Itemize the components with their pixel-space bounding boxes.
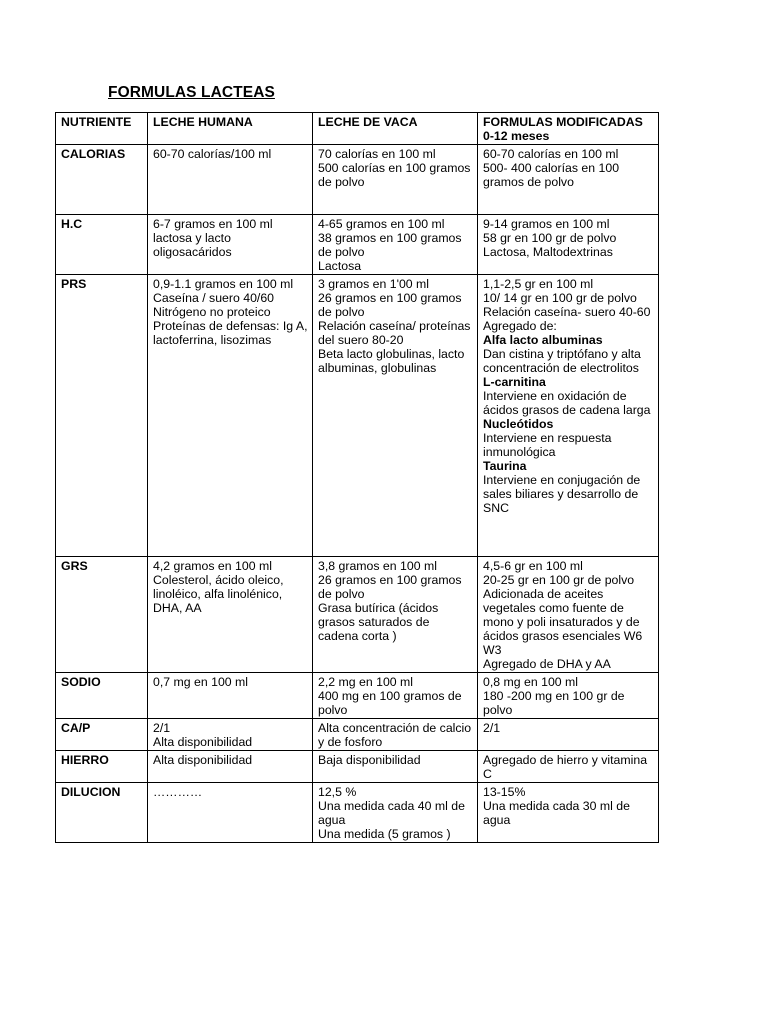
cell-text-line: Proteínas de defensas: Ig A, lactoferrina, lisozimas: [153, 319, 308, 347]
cell-text-line: Interviene en oxidación de ácidos grasos de cadena larga: [483, 389, 651, 417]
cell-text-line: 9-14 gramos en 100 ml: [483, 217, 610, 231]
cell-formulas-modificadas: [478, 719, 659, 751]
cell-text-line: Baja disponibilidad: [318, 753, 421, 767]
cell-text-line: 20-25 gr en 100 gr de polvo: [483, 573, 635, 587]
cell-text-line: Una medida (5 gramos ): [318, 827, 451, 841]
cell-text-line: L-carnitina: [483, 375, 546, 389]
cell-text-line: 38 gramos en 100 gramos de polvo: [318, 231, 462, 259]
cell-text-line: Beta lacto globulinas, lacto albuminas, globulinas: [318, 347, 465, 375]
cell-text-line: Nucleótidos: [483, 417, 554, 431]
cell-formulas-modificadas: [478, 751, 659, 783]
cell-formulas-modificadas: [478, 673, 659, 719]
cell-text-line: Agregado de DHA y AA: [483, 657, 611, 671]
cell-text-line: 26 gramos en 100 gramos de polvo: [318, 291, 462, 319]
cell-formulas-modificadas: [478, 783, 659, 843]
table-header-row: [56, 113, 659, 145]
header-formulas-modificadas: FORMULAS MODIFICADAS 0-12 meses: [478, 113, 659, 145]
cell-text-line: 500- 400 calorías en 100 gramos de polvo: [483, 161, 620, 189]
cell-text-line: Adicionada de aceites vegetales como fuente de mono y poli insaturados y de ácidos grasos esenciales W6 W3: [483, 587, 643, 657]
cell-formulas-modificadas: [478, 275, 659, 557]
cell-leche-de-vaca: [313, 783, 478, 843]
cell-text-line: Colesterol, ácido oleico, linoléico, alfa linolénico, DHA, AA: [153, 573, 284, 615]
row-label: CA/P: [56, 719, 148, 751]
cell-formulas-modificadas: [478, 145, 659, 215]
cell-leche-humana: [148, 783, 313, 843]
cell-text-line: 3 gramos en 1'00 ml: [318, 277, 430, 291]
cell-text-line: Dan cistina y triptófano y alta concentración de electrolitos: [483, 347, 641, 375]
cell-text-line: 26 gramos en 100 gramos de polvo: [318, 573, 462, 601]
row-label: HIERRO: [56, 751, 148, 783]
cell-text-line: 1,1-2,5 gr en 100 ml: [483, 277, 594, 291]
cell-text-line: 0,8 mg en 100 ml: [483, 675, 579, 689]
cell-text-line: 58 gr en 100 gr de polvo: [483, 231, 617, 245]
cell-text-line: 0,9-1.1 gramos en 100 ml: [153, 277, 294, 291]
cell-text-line: 6-7 gramos en 100 ml lactosa y lacto oligosacáridos: [153, 217, 273, 259]
cell-leche-humana: [148, 719, 313, 751]
cell-leche-humana: [148, 215, 313, 275]
cell-text-line: 12,5 %: [318, 785, 357, 799]
cell-text-line: 2/1: [483, 721, 501, 735]
cell-text-line: Relación caseína- suero 40-60: [483, 305, 651, 319]
cell-text-line: Alta disponibilidad: [153, 735, 253, 749]
header-leche-de-vaca: LECHE DE VACA: [313, 113, 478, 145]
cell-text-line: 4,2 gramos en 100 ml: [153, 559, 272, 573]
table-row: [56, 673, 659, 719]
cell-formulas-modificadas: [478, 215, 659, 275]
cell-text-line: Alta concentración de calcio y de fosforo: [318, 721, 472, 749]
table-row: [56, 719, 659, 751]
table-body: [56, 145, 659, 843]
cell-text-line: 180 -200 mg en 100 gr de polvo: [483, 689, 625, 717]
cell-text-line: 3,8 gramos en 100 ml: [318, 559, 437, 573]
table-row: [56, 557, 659, 673]
table-row: [56, 145, 659, 215]
cell-text-line: Nitrógeno no proteico: [153, 305, 271, 319]
cell-text-line: Agregado de:: [483, 319, 557, 333]
cell-leche-humana: [148, 275, 313, 557]
row-label: CALORIAS: [56, 145, 148, 215]
cell-leche-humana: [148, 751, 313, 783]
document-title: FORMULAS LACTEAS: [108, 84, 275, 101]
cell-text-line: Alfa lacto albuminas: [483, 333, 603, 347]
cell-text-line: 60-70 calorías en 100 ml: [483, 147, 619, 161]
cell-text-line: Lactosa, Maltodextrinas: [483, 245, 613, 259]
row-label: PRS: [56, 275, 148, 557]
table-row: [56, 751, 659, 783]
cell-text-line: Una medida cada 40 ml de agua: [318, 799, 465, 827]
cell-text-line: 13-15%: [483, 785, 526, 799]
cell-text-line: 400 mg en 100 gramos de polvo: [318, 689, 462, 717]
cell-text-line: Taurina: [483, 459, 527, 473]
cell-leche-de-vaca: [313, 145, 478, 215]
cell-text-line: Alta disponibilidad: [153, 753, 253, 767]
cell-text-line: Lactosa: [318, 259, 362, 273]
cell-leche-de-vaca: [313, 215, 478, 275]
table-row: [56, 215, 659, 275]
cell-text-line: Una medida cada 30 ml de agua: [483, 799, 630, 827]
row-label: GRS: [56, 557, 148, 673]
header-nutriente: NUTRIENTE: [56, 113, 148, 145]
cell-text-line: 70 calorías en 100 ml: [318, 147, 436, 161]
cell-text-line: Grasa butírica (ácidos grasos saturados de cadena corta ): [318, 601, 439, 643]
row-label: H.C: [56, 215, 148, 275]
cell-text-line: 0,7 mg en 100 ml: [153, 675, 249, 689]
table-row: [56, 783, 659, 843]
row-label: SODIO: [56, 673, 148, 719]
row-label: DILUCION: [56, 783, 148, 843]
cell-text-line: 10/ 14 gr en 100 gr de polvo: [483, 291, 637, 305]
cell-text-line: 2/1: [153, 721, 171, 735]
cell-text-line: 60-70 calorías/100 ml: [153, 147, 272, 161]
cell-leche-humana: [148, 557, 313, 673]
cell-text-line: Interviene en conjugación de sales biliares y desarrollo de SNC: [483, 473, 641, 515]
cell-text-line: Interviene en respuesta inmunológica: [483, 431, 612, 459]
cell-leche-de-vaca: [313, 719, 478, 751]
cell-text-line: …………: [153, 785, 203, 799]
cell-text-line: 500 calorías en 100 gramos de polvo: [318, 161, 471, 189]
cell-leche-de-vaca: [313, 557, 478, 673]
cell-leche-de-vaca: [313, 275, 478, 557]
cell-text-line: 2,2 mg en 100 ml: [318, 675, 414, 689]
header-leche-humana: LECHE HUMANA: [148, 113, 313, 145]
cell-text-line: 4-65 gramos en 100 ml: [318, 217, 445, 231]
cell-leche-humana: [148, 145, 313, 215]
cell-leche-de-vaca: [313, 673, 478, 719]
cell-text-line: Caseína / suero 40/60: [153, 291, 274, 305]
cell-leche-de-vaca: [313, 751, 478, 783]
cell-formulas-modificadas: [478, 557, 659, 673]
table-row: [56, 275, 659, 557]
nutrient-comparison-table: [55, 112, 659, 843]
cell-leche-humana: [148, 673, 313, 719]
cell-text-line: Relación caseína/ proteínas del suero 80-20: [318, 319, 471, 347]
cell-text-line: 4,5-6 gr en 100 ml: [483, 559, 583, 573]
cell-text-line: Agregado de hierro y vitamina C: [483, 753, 648, 781]
